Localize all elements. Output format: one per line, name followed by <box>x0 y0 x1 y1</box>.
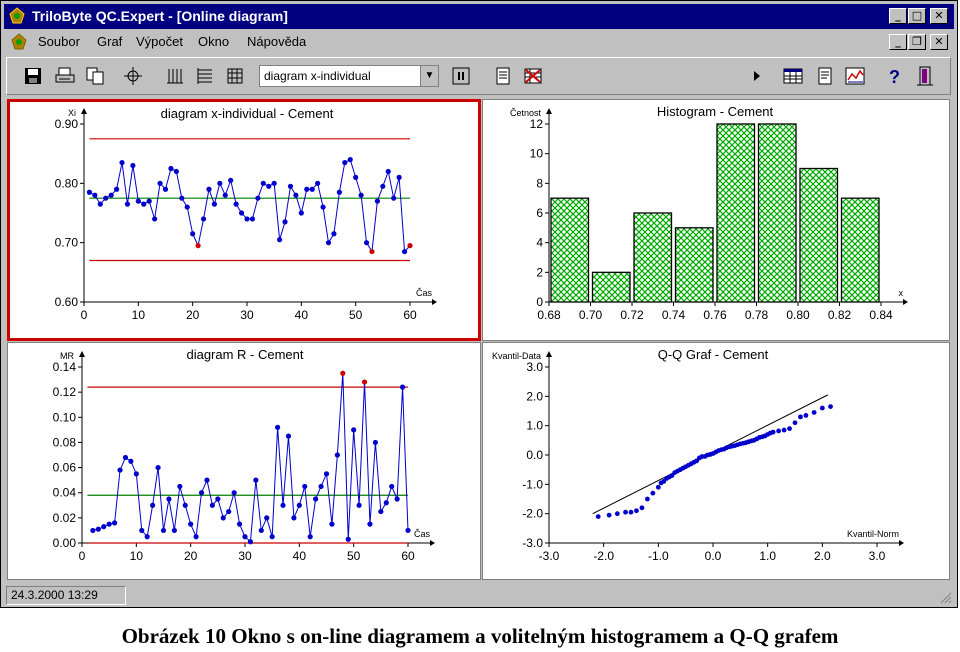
y-tick-label: 0.90 <box>54 117 78 131</box>
x-axis-title: Kvantil-Norm <box>846 529 899 539</box>
y-axis-title: MR <box>60 351 74 361</box>
histogram-bar <box>800 169 838 303</box>
data-point <box>378 509 383 514</box>
qq-chart <box>483 343 949 579</box>
data-point <box>250 216 255 221</box>
data-point <box>177 484 182 489</box>
data-point <box>87 190 92 195</box>
data-point <box>179 196 184 201</box>
data-point <box>248 539 253 544</box>
data-point <box>98 202 103 207</box>
data-point <box>291 515 296 520</box>
data-point <box>172 528 177 533</box>
data-point <box>351 427 356 432</box>
data-point <box>645 497 650 502</box>
y-tick-label: 6 <box>536 206 543 220</box>
x-tick-label: 60 <box>401 549 415 563</box>
data-point <box>128 459 133 464</box>
xind-chart <box>10 102 478 338</box>
y-axis-arrow <box>546 108 552 114</box>
data-point <box>199 490 204 495</box>
data-point <box>114 187 119 192</box>
y-tick-label: 0.60 <box>54 295 78 309</box>
data-point <box>640 505 645 510</box>
data-point <box>353 175 358 180</box>
menu-vypocet[interactable]: Výpočet <box>136 34 183 49</box>
xind-chart-panel[interactable] <box>7 99 481 341</box>
pause-button[interactable] <box>449 64 473 88</box>
x-axis-title: Čas <box>413 529 430 539</box>
y-tick-label: -2.0 <box>522 506 543 521</box>
y-tick-label: 0.00 <box>52 536 76 550</box>
y-tick-label: 0.02 <box>52 510 76 525</box>
x-tick-label: 20 <box>183 549 198 563</box>
y-tick-label: -1.0 <box>522 477 543 492</box>
close-button[interactable]: ✕ <box>930 8 948 24</box>
move-button[interactable] <box>121 64 145 88</box>
x-tick-label: 30 <box>238 549 252 563</box>
chart-title: diagram x-individual - Cement <box>160 106 334 121</box>
data-point <box>313 496 318 501</box>
data-point <box>90 528 95 533</box>
data-point <box>264 515 269 520</box>
data-point <box>188 522 193 527</box>
data-point <box>634 508 639 513</box>
y-tick-label: 0.06 <box>52 460 76 475</box>
chevron-down-icon[interactable]: ▼ <box>420 66 438 86</box>
chart-title: Histogram - Cement <box>656 104 774 119</box>
data-point <box>123 455 128 460</box>
data-point <box>161 528 166 533</box>
data-point <box>150 503 155 508</box>
data-point <box>329 522 334 527</box>
data-point <box>335 452 340 457</box>
x-axis-title: Čas <box>415 288 432 298</box>
data-point <box>391 196 396 201</box>
toolbar <box>6 57 951 95</box>
data-point <box>310 187 315 192</box>
x-tick-label: 40 <box>294 308 309 322</box>
expand-arrow-button[interactable] <box>745 64 769 88</box>
histogram-chart <box>483 100 949 340</box>
histogram-bar <box>717 124 755 302</box>
figure-caption: Obrázek 10 Okno s on-line diagramem a volitelným histogramem a Q-Q grafem <box>121 624 839 648</box>
data-point <box>119 160 124 165</box>
y-tick-label: 0.0 <box>526 448 543 462</box>
histogram-bar <box>759 124 797 302</box>
data-point <box>782 428 787 433</box>
menu-bar <box>4 31 954 53</box>
data-point <box>629 510 634 515</box>
x-tick-label: -2.0 <box>593 549 615 563</box>
crosshair-icon <box>123 66 143 86</box>
exit-door-icon <box>916 66 934 86</box>
x-tick-label: 60 <box>403 308 417 322</box>
data-point <box>152 216 157 221</box>
data-point <box>223 193 228 198</box>
data-point <box>259 528 264 533</box>
qq-chart-panel[interactable] <box>482 342 950 580</box>
x-tick-label: -3.0 <box>538 549 560 563</box>
data-point <box>820 406 825 411</box>
data-point <box>340 371 345 376</box>
data-point <box>212 202 217 207</box>
y-tick-label: 0.08 <box>52 435 76 450</box>
x-tick-label: 3.0 <box>868 549 886 563</box>
data-point <box>275 425 280 430</box>
data-point <box>812 410 817 415</box>
chart-title: diagram R - Cement <box>186 347 304 362</box>
x-tick-label: 20 <box>185 308 200 322</box>
data-point <box>228 178 233 183</box>
y-tick-label: 2 <box>536 265 543 280</box>
data-point <box>155 465 160 470</box>
data-point <box>623 510 628 515</box>
data-point <box>402 249 407 254</box>
data-point <box>134 471 139 476</box>
x-axis-arrow <box>899 540 904 546</box>
printer-icon <box>55 67 75 85</box>
data-point <box>125 202 130 207</box>
data-point <box>324 471 329 476</box>
data-point <box>302 484 307 489</box>
vertical-lines-icon <box>166 67 184 85</box>
data-point <box>776 429 781 434</box>
data-point <box>206 187 211 192</box>
histogram-bar <box>676 228 714 302</box>
vertical-grid-button[interactable] <box>163 64 187 88</box>
data-point <box>793 420 798 425</box>
x-tick-label: 50 <box>346 549 361 563</box>
y-tick-label: 4 <box>536 235 543 250</box>
data-point <box>362 379 367 384</box>
data-point <box>103 196 108 201</box>
print-button[interactable] <box>53 64 77 88</box>
data-point <box>405 528 410 533</box>
data-point <box>308 534 313 539</box>
data-point <box>215 496 220 501</box>
protocol-button[interactable] <box>813 64 837 88</box>
range-chart-panel[interactable] <box>7 342 481 580</box>
y-axis-arrow <box>81 108 87 114</box>
data-point <box>400 385 405 390</box>
data-point <box>320 204 325 209</box>
x-tick-label: 0.68 <box>537 308 561 322</box>
x-tick-label: 10 <box>129 549 144 563</box>
data-point <box>282 219 287 224</box>
data-point <box>342 160 347 165</box>
y-axis-arrow <box>79 351 85 357</box>
data-point <box>190 231 195 236</box>
data-point <box>367 522 372 527</box>
x-tick-label: 0.0 <box>704 549 722 563</box>
menu-graf[interactable]: Graf <box>97 34 123 49</box>
arrow-right-icon <box>752 70 762 82</box>
data-point <box>210 503 215 508</box>
y-tick-label: 2.0 <box>526 389 543 404</box>
data-point <box>226 509 231 514</box>
data-point <box>145 534 150 539</box>
x-axis-title: x <box>898 288 903 298</box>
data-point <box>286 434 291 439</box>
data-point <box>798 414 803 419</box>
data-point <box>234 202 239 207</box>
data-point <box>201 216 206 221</box>
data-point <box>288 184 293 189</box>
data-point <box>136 199 141 204</box>
data-point <box>232 490 237 495</box>
data-point <box>373 440 378 445</box>
data-point <box>318 484 323 489</box>
x-axis-arrow <box>430 540 435 546</box>
data-point <box>656 485 661 490</box>
x-tick-label: 0 <box>80 308 88 322</box>
x-tick-label: 10 <box>131 308 146 322</box>
data-point <box>297 503 302 508</box>
data-point <box>596 514 601 519</box>
data-point <box>109 193 114 198</box>
data-point <box>357 503 362 508</box>
x-axis-arrow <box>432 299 437 305</box>
title-bar[interactable] <box>4 4 954 29</box>
data-point <box>185 204 190 209</box>
x-tick-label: 0.76 <box>703 308 727 322</box>
save-button[interactable] <box>21 64 45 88</box>
data-point <box>112 520 117 525</box>
y-tick-label: 12 <box>529 117 543 131</box>
data-point <box>359 193 364 198</box>
series-line <box>93 373 408 541</box>
x-tick-label: 40 <box>292 549 307 563</box>
report-icon <box>495 67 511 85</box>
data-point <box>615 511 620 516</box>
exit-button[interactable] <box>913 64 937 88</box>
chart-type-value: diagram x-individual <box>264 69 371 83</box>
horizontal-lines-icon <box>196 67 214 85</box>
app-icon <box>8 7 26 25</box>
x-tick-label: 2.0 <box>813 549 831 563</box>
data-point <box>157 181 162 186</box>
histogram-bar <box>551 198 589 302</box>
data-point <box>364 240 369 245</box>
data-point <box>270 534 275 539</box>
mdi-restore-button[interactable]: ❐ <box>908 34 926 50</box>
status-time: 24.3.2000 13:29 <box>6 586 126 605</box>
data-point <box>804 413 809 418</box>
data-point <box>101 524 106 529</box>
minimize-button[interactable]: _ <box>889 8 907 24</box>
data-point <box>242 534 247 539</box>
histogram-bar <box>593 272 631 302</box>
maximize-button[interactable]: □ <box>908 8 926 24</box>
x-tick-label: -1.0 <box>647 549 669 563</box>
x-tick-label: 50 <box>348 308 363 322</box>
full-grid-button[interactable] <box>223 64 247 88</box>
svg-text:?: ? <box>889 67 900 86</box>
data-point <box>266 184 271 189</box>
data-point <box>407 243 412 248</box>
data-point <box>331 231 336 236</box>
data-point <box>348 157 353 162</box>
data-point <box>384 500 389 505</box>
data-point <box>299 210 304 215</box>
chart-type-select[interactable] <box>259 65 439 87</box>
copy-button[interactable] <box>83 64 107 88</box>
x-tick-label: 0.84 <box>869 308 893 322</box>
window-title: TriloByte QC.Expert - [Online diagram] <box>32 8 288 24</box>
data-point <box>650 491 655 496</box>
data-point <box>92 193 97 198</box>
y-tick-label: 10 <box>529 146 543 161</box>
data-point <box>166 496 171 501</box>
data-point <box>386 169 391 174</box>
menu-okno[interactable]: Okno <box>198 34 230 49</box>
series-line <box>89 160 410 252</box>
data-point <box>380 184 385 189</box>
data-point <box>326 240 331 245</box>
y-tick-label: 0.04 <box>52 485 76 500</box>
data-point <box>196 243 201 248</box>
data-point <box>261 181 266 186</box>
data-table-button[interactable] <box>521 64 545 88</box>
data-point <box>346 537 351 542</box>
graph-view-button[interactable] <box>843 64 867 88</box>
y-tick-label: 0.80 <box>54 176 78 191</box>
data-table-icon <box>523 67 543 85</box>
horizontal-grid-button[interactable] <box>193 64 217 88</box>
resize-grip-icon[interactable] <box>938 590 952 604</box>
x-tick-label: 0 <box>78 549 86 563</box>
menu-napoveda[interactable]: Nápověda <box>247 34 307 49</box>
data-point <box>787 426 792 431</box>
data-point <box>293 193 298 198</box>
y-tick-label: 0.70 <box>54 235 78 250</box>
y-axis-title: Kvantil-Data <box>491 351 541 361</box>
data-point <box>375 199 380 204</box>
y-tick-label: 0 <box>536 295 543 309</box>
help-button[interactable] <box>883 64 907 88</box>
histogram-bar <box>842 198 880 302</box>
x-tick-label: 0.78 <box>744 308 769 322</box>
y-axis-arrow <box>546 351 552 357</box>
x-tick-label: 30 <box>240 308 254 322</box>
data-point <box>277 237 282 242</box>
chart-title: Q-Q Graf - Cement <box>657 347 769 362</box>
data-point <box>771 430 776 435</box>
table-view-button[interactable] <box>781 64 805 88</box>
table-icon <box>783 67 803 85</box>
data-point <box>337 190 342 195</box>
floppy-icon <box>24 67 42 85</box>
data-point <box>96 527 101 532</box>
data-point <box>389 484 394 489</box>
x-tick-label: 1.0 <box>759 549 777 563</box>
data-point <box>239 210 244 215</box>
data-point <box>244 216 249 221</box>
data-point <box>141 202 146 207</box>
data-point <box>828 404 833 409</box>
data-point <box>280 503 285 508</box>
y-axis-title: Xi <box>67 108 76 118</box>
data-point <box>272 181 277 186</box>
x-tick-label: 0.72 <box>620 308 644 322</box>
data-point <box>217 181 222 186</box>
data-point <box>397 175 402 180</box>
report-button[interactable] <box>491 64 515 88</box>
data-point <box>395 496 400 501</box>
graph-icon <box>845 67 865 85</box>
data-point <box>183 503 188 508</box>
mdi-minimize-button[interactable]: _ <box>889 34 907 50</box>
y-tick-label: 0.14 <box>52 360 76 374</box>
data-point <box>194 534 199 539</box>
data-point <box>255 196 260 201</box>
x-tick-label: 0.82 <box>827 308 852 322</box>
y-tick-label: 8 <box>536 176 543 191</box>
range-chart <box>8 343 480 579</box>
y-tick-label: 0.12 <box>52 385 76 400</box>
copy-icon <box>86 67 104 85</box>
grid-icon <box>226 67 244 85</box>
data-point <box>204 478 209 483</box>
data-point <box>607 513 612 518</box>
data-point <box>139 528 144 533</box>
x-axis-arrow <box>903 299 908 305</box>
data-point <box>168 166 173 171</box>
x-tick-label: 0.74 <box>661 308 686 322</box>
data-point <box>147 199 152 204</box>
data-point <box>253 478 258 483</box>
histogram-panel[interactable] <box>482 99 950 341</box>
data-point <box>107 522 112 527</box>
data-point <box>221 515 226 520</box>
pause-icon <box>452 67 470 85</box>
data-point <box>315 181 320 186</box>
x-tick-label: 0.80 <box>786 308 810 322</box>
y-axis-title: Četnost <box>509 108 541 118</box>
status-bar <box>4 586 954 606</box>
data-point <box>117 467 122 472</box>
y-tick-label: -3.0 <box>522 536 543 550</box>
document-icon <box>10 33 28 51</box>
data-point <box>304 187 309 192</box>
question-mark-icon <box>887 66 903 86</box>
data-point <box>174 169 179 174</box>
y-tick-label: 0.10 <box>52 410 76 425</box>
data-point <box>163 187 168 192</box>
data-point <box>130 163 135 168</box>
y-tick-label: 3.0 <box>526 360 543 374</box>
mdi-close-button[interactable]: ✕ <box>930 34 948 50</box>
menu-soubor[interactable]: Soubor <box>38 34 80 49</box>
data-point <box>369 249 374 254</box>
x-tick-label: 0.70 <box>578 308 603 322</box>
data-point <box>237 522 242 527</box>
protocol-icon <box>817 67 833 85</box>
histogram-bar <box>634 213 672 302</box>
y-tick-label: 1.0 <box>526 418 543 433</box>
